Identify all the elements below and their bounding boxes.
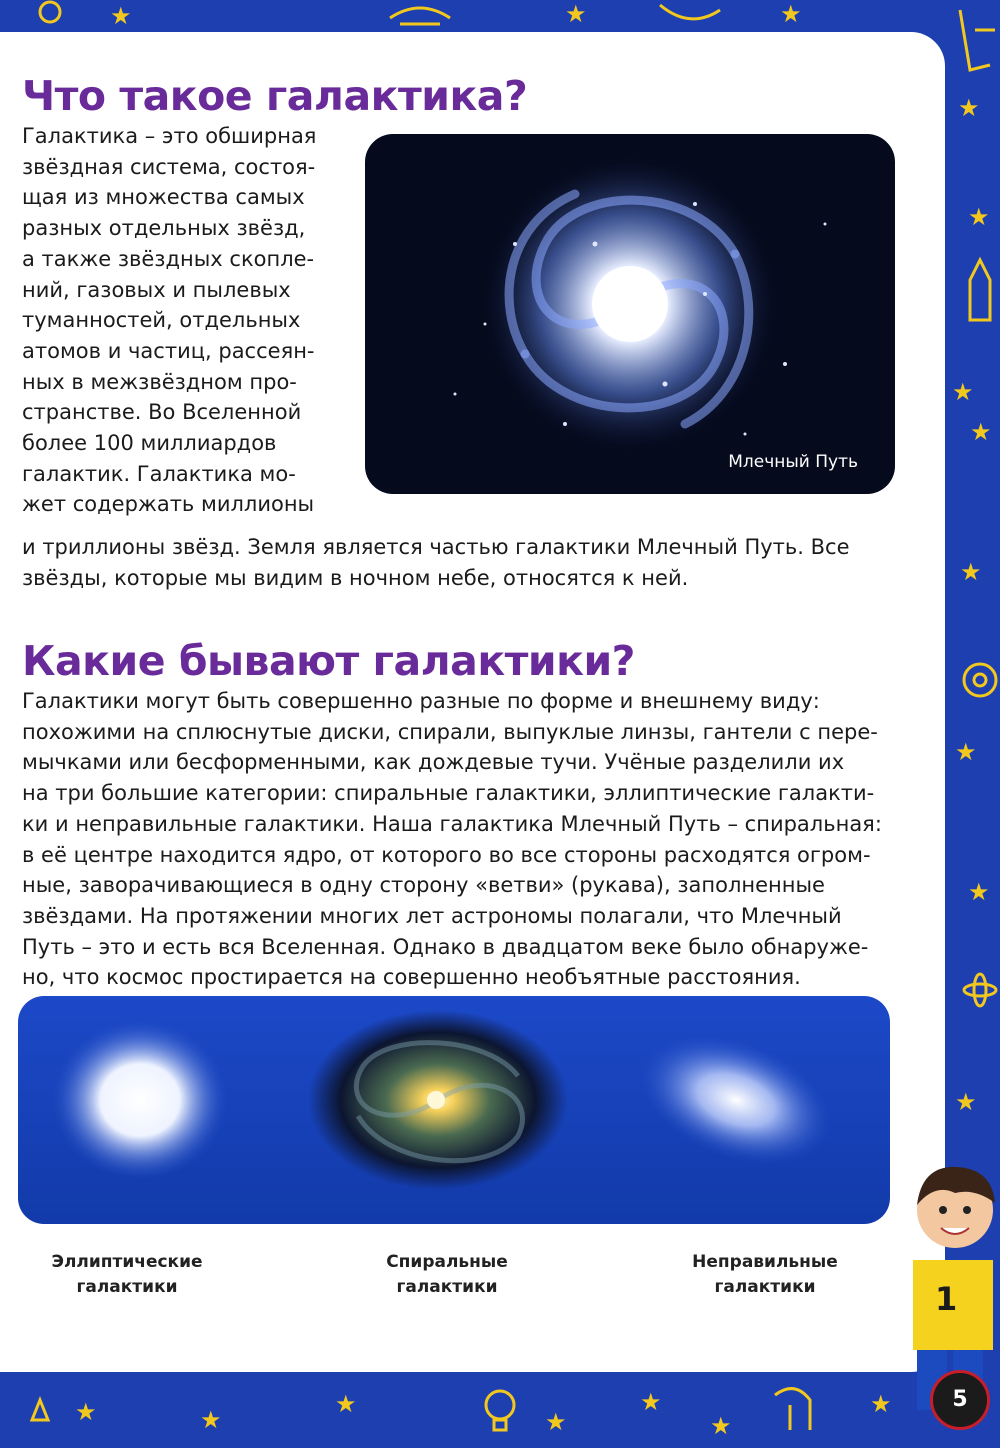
star-icon: ★ <box>710 1412 732 1440</box>
page-number: 5 <box>930 1370 990 1430</box>
galaxy-definition-continuation: и триллионы звёзд. Земля является частью галактики Млечный Путь. Все звёзды, которые мы видим в ночном небе, относятся к ней. <box>22 535 850 590</box>
galaxy-definition-text: Галактика – это обширная звёздная система, состоя- щая из множества самых разных отдельных звёзд, а также звёздных скопле- ний, газовых и пылевых туманностей, отдельных атомов и частиц, рассеян- ных в межзвёздном про- странстве. Во Вселенной более 100 миллиардов галактик. Галактика мо- жет содержать миллионы <box>22 124 317 517</box>
star-icon: ★ <box>958 94 980 122</box>
star-icon: ★ <box>955 1088 977 1116</box>
galaxy-types-illustrations <box>18 996 890 1224</box>
star-icon: ★ <box>545 1408 567 1436</box>
star-icon: ★ <box>335 1390 357 1418</box>
section-title-galaxy-types: Какие бывают галактики? <box>22 637 635 685</box>
star-icon: ★ <box>565 0 587 28</box>
star-icon: ★ <box>75 1398 97 1426</box>
star-icon: ★ <box>780 0 802 28</box>
spiral-galaxies-caption: Спиральные галактики <box>386 1252 508 1297</box>
star-icon: ★ <box>200 1406 222 1434</box>
milky-way-caption: Млечный Путь <box>728 452 858 472</box>
milky-way-image <box>365 134 895 494</box>
star-icon: ★ <box>968 203 990 231</box>
star-icon: ★ <box>952 378 974 406</box>
content-page <box>0 32 945 1372</box>
galaxy-types-text: Галактики могут быть совершенно разные по форме и внешнему виду: похожими на сплюснутые диски, спирали, выпуклые линзы, гантели с пере- мычками или бесформенными, как дождевые тучи. Учёные разделили их на три большие категории: спиральные галактики, эллиптические галакти- ки и неправильные галактики. Наша галактика Млечный Путь – спиральная: в её центре находится ядро, от которого во все стороны расходятся огром- ные, заворачивающиеся в одну сторону «ветви» (рукава), заполненные звёздами. На протяжении многих лет астрономы полагали, что Млечный Путь – это и есть вся Вселенная. Однако в двадцатом веке было обнаруже- но, что космос простирается на совершенно необъятные расстояния. <box>22 689 882 990</box>
star-icon: ★ <box>640 1388 662 1416</box>
star-icon: ★ <box>968 878 990 906</box>
irregular-galaxies-caption: Неправильные галактики <box>692 1252 838 1297</box>
galaxy-types-image-strip <box>18 996 890 1224</box>
elliptical-galaxies-caption: Эллиптические галактики <box>51 1252 203 1297</box>
star-icon: ★ <box>110 2 132 30</box>
svg-text:1: 1 <box>935 1280 958 1318</box>
spiral-galaxy-image <box>308 1010 568 1190</box>
spiral-galaxy-illustration <box>365 134 895 494</box>
section-title-what-is-galaxy: Что такое галактика? <box>22 72 528 120</box>
star-icon: ★ <box>870 1390 892 1418</box>
elliptical-galaxy-image <box>52 1020 228 1180</box>
star-icon: ★ <box>955 738 977 766</box>
star-icon: ★ <box>970 418 992 446</box>
star-icon: ★ <box>960 558 982 586</box>
irregular-galaxy-image <box>622 1011 850 1188</box>
